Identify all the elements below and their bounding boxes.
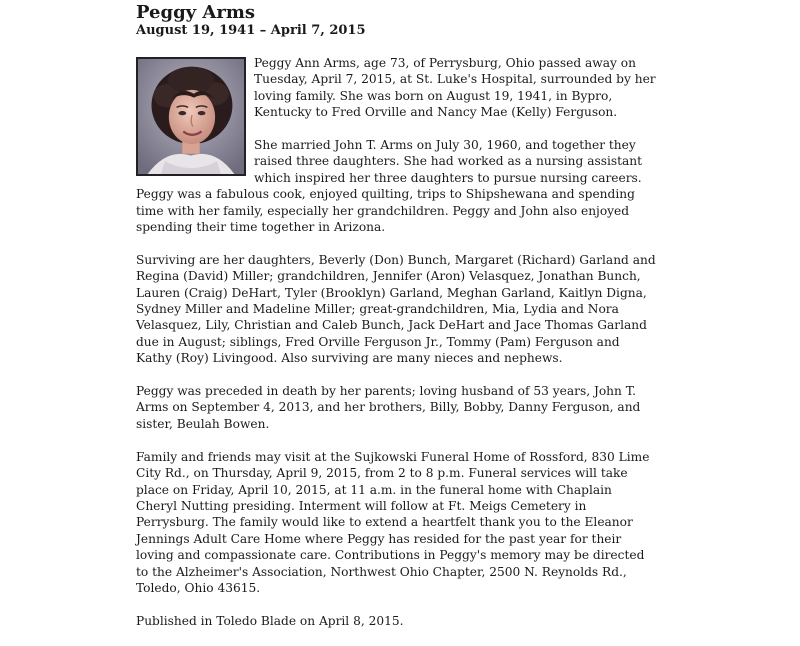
paragraph-survivors: Surviving are her daughters, Beverly (Don) Bunch, Margaret (Richard) Garland and Regina (David) Miller; grandchildren, Jennifer (Aron) Velasquez, Jonathan Bunch, Lauren (Craig) DeHart, Tyler (Brooklyn) Garland, Meghan Garland, Kaitlyn Digna, Sydney Miller and Madeline Miller; great-grandchildren, Mia, Lydia and Nora Velasquez, Lily, Christian and Caleb Bunch, Jack DeHart and Jace Thomas Garland due in August; siblings, Fred Orville Ferguson Jr., Tommy (Pam) Ferguson and Kathy (Roy) Livingood. Also surviving are many nieces and nephews. bbox=[136, 252, 656, 366]
portrait-photo bbox=[136, 57, 246, 176]
obituary-dates: August 19, 1941 – April 7, 2015 bbox=[136, 23, 366, 38]
paragraph-marriage: She married John T. Arms on July 30, 1960, and together they raised three daughters. She had worked as a nursing assistant which inspired her three daughters to pursue nursing careers. Peggy was a fabulous cook, enjoyed quilting, trips to Shipshewana and spending time with her family, especially her grandchildren. Peggy and John also enjoyed spending their time together in Arizona. bbox=[136, 138, 643, 235]
paragraph-published: Published in Toledo Blade on April 8, 2015. bbox=[136, 613, 404, 628]
paragraph-intro: Peggy Ann Arms, age 73, of Perrysburg, Ohio passed away on Tuesday, April 7, 2015, at St. Luke's Hospital, surrounded by her loving family. She was born on August 19, 1941, in Bypro, Kentucky to Fred Orville and Nancy Mae (Kelly) Ferguson. bbox=[254, 56, 656, 120]
obituary-name: Peggy Arms bbox=[136, 2, 256, 23]
paragraph-services: Family and friends may visit at the Sujkowski Funeral Home of Rossford, 830 Lime City Rd., on Thursday, April 9, 2015, from 2 to 8 p.m. Funeral services will take place on Friday, April 10, 2015, at 11 a.m. in the funeral home with Chaplain Cheryl Nutting presiding. Interment will follow at Ft. Meigs Cemetery in Perrysburg. The family would like to extend a heartfelt thank you to the Eleanor Jennings Adult Care Home where Peggy has resided for the past year for their loving and compassionate care. Contributions in Peggy's memory may be directed to the Alzheimer's Association, Northwest Ohio Chapter, 2500 N. Reynolds Rd., Toledo, Ohio 43615. bbox=[136, 449, 650, 595]
portrait-image bbox=[138, 59, 244, 174]
paragraph-preceded: Peggy was preceded in death by her parents; loving husband of 53 years, John T. Arms on September 4, 2013, and her brothers, Billy, Bobby, Danny Ferguson, and sister, Beulah Bowen. bbox=[136, 384, 641, 431]
obituary-body bbox=[136, 55, 656, 646]
